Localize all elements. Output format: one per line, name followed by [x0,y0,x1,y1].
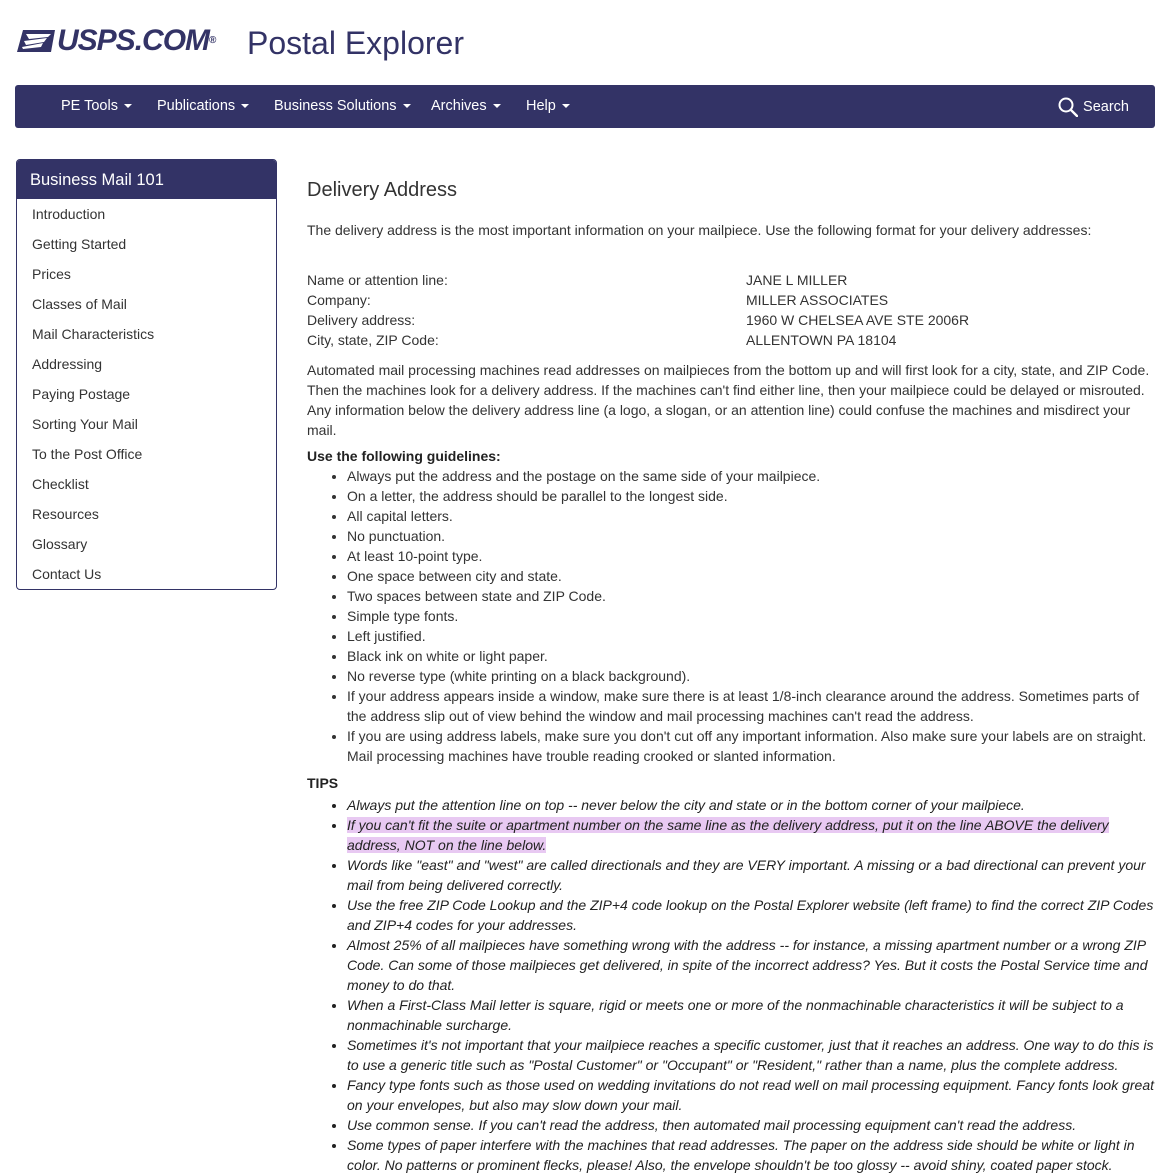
tip-item: • Words like "east" and "west" are called directionals and they are VERY important. A missing or a bad directional can prevent your mail from being delivered correctly. [347,855,1155,895]
site-header [0,0,1170,85]
tip-item-highlighted [347,815,1155,855]
nav-business-solutions[interactable]: Business Solutions [274,85,411,128]
tips-list [307,795,1155,1175]
tips-heading: TIPS [307,775,339,791]
list-item: • If you are using address labels, make sure you don't cut off any important information. Also make sure your labels are on straight. Mail processing machines have trouble reading crooked or slanted information. [347,726,1155,766]
address-row [307,270,1155,290]
list-item: • Two spaces between state and ZIP Code. [347,586,1155,606]
sidebar-item-contact-us[interactable]: Contact Us [32,566,102,582]
sidebar-title: Business Mail 101 [17,160,276,199]
sidebar-item-prices[interactable]: Prices [32,266,71,282]
guidelines-list [307,466,1155,766]
address-value: 1960 W CHELSEA AVE STE 2006R [746,312,970,328]
sidebar-item-getting-started[interactable]: Getting Started [32,236,127,252]
address-value: MILLER ASSOCIATES [746,292,889,308]
caret-down-icon [241,104,249,108]
sidebar-item-sorting-your-mail[interactable]: Sorting Your Mail [32,416,138,432]
address-label: Company: [307,292,371,308]
nav-publications[interactable]: Publications [157,85,249,128]
list-item: • If your address appears inside a window, make sure there is at least 1/8-inch clearance around the address. Sometimes parts of the address slip out of view behind the window and mail processing machines can't read the address. [347,686,1155,726]
automated-processing-paragraph: Automated mail processing machines read addresses on mailpieces from the bottom up and will first look for a city, state, and ZIP Code. Then the machines look for a delivery address. If the machines can't find either line, then your mailpiece could be delayed or misrouted. Any information below the delivery address line (a logo, a slogan, or an attention line) could confuse the machines and misdirect your mail. [307,362,1150,438]
usps-logo[interactable] [17,26,215,56]
sidebar-item-glossary[interactable]: Glossary [32,536,88,552]
address-row [307,330,1155,350]
highlighted-text: If you can't fit the suite or apartment number on the same line as the delivery address, put it on the line ABOVE the delivery address, NOT on the line below. [347,817,1109,853]
sidebar-item-checklist[interactable]: Checklist [32,476,89,492]
tip-item: • Sometimes it's not important that your mailpiece reaches a specific customer, just that it reaches an address. One way to do this is to use a generic title such as "Postal Customer" or "Occupant" or "Resident," rather than a name, plus the complete address. [347,1035,1155,1075]
page-title: Delivery Address [307,179,458,201]
nav-help[interactable]: Help [526,85,570,128]
main-content [307,175,1155,1175]
list-item: • At least 10-point type. [347,546,1155,566]
list-item: • No reverse type (white printing on a black background). [347,666,1155,686]
list-item: • Black ink on white or light paper. [347,646,1155,666]
eagle-logo-icon [17,28,55,54]
sidebar-item-to-the-post-office[interactable]: To the Post Office [32,446,143,462]
sidebar-item-classes-of-mail[interactable]: Classes of Mail [32,296,127,312]
address-label: Delivery address: [307,312,416,328]
search-icon [1058,97,1078,117]
address-label: City, state, ZIP Code: [307,332,439,348]
address-row [307,310,1155,330]
nav-pe-tools[interactable]: PE Tools [61,85,132,128]
search-button[interactable] [1058,85,1129,128]
address-row [307,290,1155,310]
tip-item: • Use common sense. If you can't read the address, then automated mail processing equipment can't read the address. [347,1115,1155,1135]
main-navbar [15,85,1155,128]
sidebar-item-paying-postage[interactable]: Paying Postage [32,386,131,402]
caret-down-icon [403,104,411,108]
address-label: Name or attention line: [307,272,448,288]
list-item: • One space between city and state. [347,566,1155,586]
sidebar [16,159,277,590]
tip-item: • Use the free ZIP Code Lookup and the ZIP+4 code lookup on the Postal Explorer website (left frame) to find the correct ZIP Codes and ZIP+4 codes for your addresses. [347,895,1155,935]
list-item: • Left justified. [347,626,1155,646]
caret-down-icon [124,104,132,108]
logo-text: USPS.COM® [57,24,216,57]
caret-down-icon [562,104,570,108]
address-value: JANE L MILLER [746,272,848,288]
sidebar-item-introduction[interactable]: Introduction [32,206,106,222]
intro-paragraph: The delivery address is the most important information on your mailpiece. Use the following format for your delivery addresses: [307,222,1092,238]
sidebar-item-resources[interactable]: Resources [32,506,99,522]
address-value: ALLENTOWN PA 18104 [746,332,897,348]
list-item: • Simple type fonts. [347,606,1155,626]
tip-item: • Some types of paper interfere with the machines that read addresses. The paper on the address side should be white or light in color. No patterns or prominent flecks, please! Also, the envelope shouldn't be too glossy -- avoid shiny, coated paper stock. [347,1135,1155,1175]
guidelines-heading: Use the following guidelines: [307,448,501,464]
sidebar-menu [17,199,276,589]
tip-item: • When a First-Class Mail letter is square, rigid or meets one or more of the nonmachinable characteristics it will be subject to a nonmachinable surcharge. [347,995,1155,1035]
search-label: Search [1083,98,1129,115]
sidebar-item-addressing[interactable]: Addressing [32,356,103,372]
site-title[interactable]: Postal Explorer [247,25,464,61]
list-item: • No punctuation. [347,526,1155,546]
list-item: • Always put the address and the postage on the same side of your mailpiece. [347,466,1155,486]
tip-item: • Fancy type fonts such as those used on wedding invitations do not read well on mail processing equipment. Fancy fonts look great on your envelopes, but also may slow down your mail. [347,1075,1155,1115]
list-item: • On a letter, the address should be parallel to the longest side. [347,486,1155,506]
caret-down-icon [493,104,501,108]
address-format-table [307,270,1155,350]
nav-archives[interactable]: Archives [431,85,501,128]
tip-item: • Always put the attention line on top -- never below the city and state or in the bottom corner of your mailpiece. [347,795,1155,815]
tip-item: • Almost 25% of all mailpieces have something wrong with the address -- for instance, a missing apartment number or a wrong ZIP Code. Can some of those mailpieces get delivered, in spite of the incorrect address? Yes. But it costs the Postal Service time and money to do that. [347,935,1155,995]
list-item: • All capital letters. [347,506,1155,526]
sidebar-item-mail-characteristics[interactable]: Mail Characteristics [32,326,155,342]
